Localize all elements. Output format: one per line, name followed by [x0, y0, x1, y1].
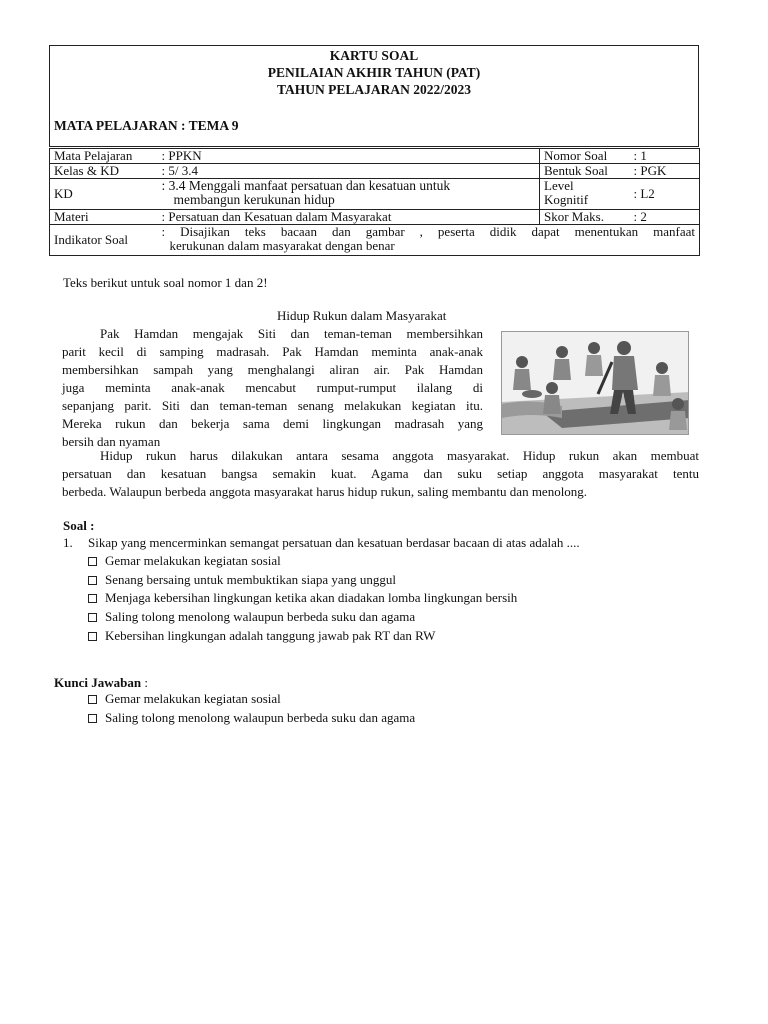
story-p1-line: bersih dan nyaman: [62, 434, 161, 449]
skor-label: Skor Maks.: [540, 210, 630, 225]
answer-key-colon: :: [141, 675, 148, 690]
story-p1-line: Mereka rukun dan bekerja sama demi lingkungan madrasah yang: [62, 416, 483, 431]
nomor-value: : 1: [630, 149, 700, 164]
bentuk-value: : PGK: [630, 164, 700, 179]
question-text: Sikap yang mencerminkan semangat persatuan dan kesatuan berdasar bacaan di atas adalah ....: [88, 535, 580, 550]
checkbox-icon: [88, 695, 97, 704]
option-label: Senang bersaing untuk membuktikan siapa yang unggul: [105, 572, 397, 587]
answer-label: Gemar melakukan kegiatan sosial: [105, 691, 281, 706]
checkbox-icon[interactable]: [88, 613, 97, 622]
answer-label: Saling tolong menolong walaupun berbeda suku dan agama: [105, 710, 416, 725]
story-paragraph-1: [62, 325, 483, 451]
exam-title: PENILAIAN AKHIR TAHUN (PAT): [267, 65, 481, 80]
story-p1-line: sepanjang parit. Siti dan teman-teman senang melakukan kegiatan itu.: [62, 398, 483, 413]
checkbox-icon[interactable]: [88, 594, 97, 603]
level-label-line1: Level: [544, 178, 574, 193]
option-item[interactable]: [88, 627, 435, 645]
story-p1-line: parit kecil di samping madrasah. Pak Hamdan meminta anak-anak: [62, 344, 483, 359]
checkbox-icon[interactable]: [88, 557, 97, 566]
kd-value-line2: membangun kerukunan hidup: [173, 192, 335, 207]
story-p2-line: persatuan dan kesatuan bangsa semakin kuat. Agama dan suku setiap anggota masyarakat tentu: [62, 466, 699, 481]
checkbox-icon: [88, 714, 97, 723]
indikator-line1: : Disajikan teks bacaan dan gambar , peserta didik dapat menentukan manfaat: [161, 224, 695, 239]
story-p2-line: Hidup rukun harus dilakukan antara sesama anggota masyarakat. Hidup rukun akan membuat: [100, 448, 699, 463]
kd-value-line1: : 3.4 Menggali manfaat persatuan dan kesatuan untuk: [161, 178, 451, 193]
option-label: Gemar melakukan kegiatan sosial: [105, 553, 281, 568]
story-p2-line: berbeda. Walaupun berbeda anggota masyarakat harus hidup rukun, saling membantu dan menolong.: [62, 484, 588, 499]
mapel-value: : PPKN: [158, 149, 540, 164]
materi-value: : Persatuan dan Kesatuan dalam Masyarakat: [158, 210, 540, 225]
kelas-value: : 5/ 3.4: [158, 164, 540, 179]
checkbox-icon[interactable]: [88, 576, 97, 585]
kd-value: [158, 179, 540, 210]
mapel-label: Mata Pelajaran: [50, 149, 158, 164]
question-number: 1.: [63, 535, 73, 550]
indikator-value: [158, 225, 700, 256]
card-title: KARTU SOAL: [329, 48, 419, 63]
skor-value: : 2: [630, 210, 700, 225]
story-title: Hidup Rukun dalam Masyarakat: [277, 308, 447, 323]
option-label: Menjaga kebersihan lingkungan ketika akan diadakan lomba lingkungan bersih: [105, 590, 518, 605]
answer-item: [88, 709, 415, 727]
story-p1-line: membersihkan sampah yang menghalangi aliran air. Pak Hamdan: [62, 362, 483, 377]
option-item[interactable]: [88, 571, 396, 589]
answer-item: [88, 690, 281, 708]
kd-label: KD: [50, 179, 158, 210]
indikator-line2: kerukunan dalam masyarakat dengan benar: [169, 238, 395, 253]
illustration-svg: [502, 332, 689, 435]
option-item[interactable]: [88, 608, 415, 626]
answer-key-label: Kunci Jawaban: [54, 675, 142, 690]
question-info-table: [49, 148, 700, 256]
intro-text: Teks berikut untuk soal nomor 1 dan 2!: [63, 275, 268, 290]
level-label-line2: Kognitif: [544, 192, 589, 207]
subject-heading: MATA PELAJARAN : TEMA 9: [54, 118, 239, 133]
level-label: [540, 179, 630, 210]
indikator-label: Indikator Soal: [50, 225, 158, 256]
header-box: [49, 45, 699, 147]
children-cleaning-ditch-illustration: [501, 331, 689, 435]
story-p1-line: Pak Hamdan mengajak Siti dan teman-teman membersihkan: [100, 326, 483, 341]
soal-heading: Soal :: [63, 518, 95, 533]
checkbox-icon[interactable]: [88, 632, 97, 641]
kelas-label: Kelas & KD: [50, 164, 158, 179]
option-label: Saling tolong menolong walaupun berbeda suku dan agama: [105, 609, 416, 624]
option-label: Kebersihan lingkungan adalah tanggung jawab pak RT dan RW: [105, 628, 436, 643]
level-value: : L2: [630, 179, 700, 210]
story-p1-line: juga meminta anak-anak mencabut rumput-rumput ilalang di: [62, 380, 483, 395]
bentuk-label: Bentuk Soal: [540, 164, 630, 179]
story-paragraph-2: [62, 447, 699, 501]
school-year: TAHUN PELAJARAN 2022/2023: [276, 82, 471, 97]
nomor-label: Nomor Soal: [540, 149, 630, 164]
materi-label: Materi: [50, 210, 158, 225]
option-item[interactable]: [88, 552, 281, 570]
option-item[interactable]: [88, 589, 517, 607]
